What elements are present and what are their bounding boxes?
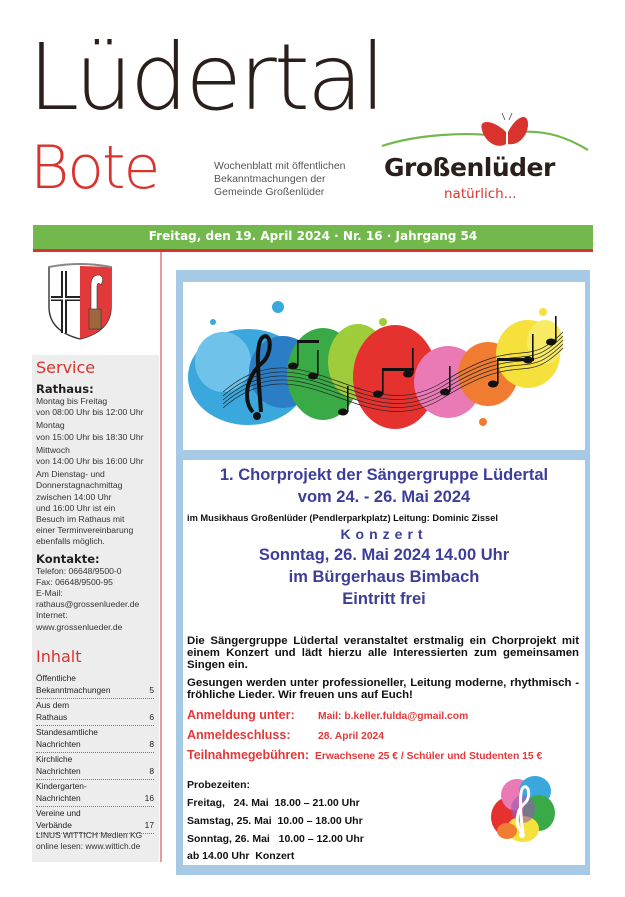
concert-venue: im Bürgerhaus Bimbach xyxy=(288,568,480,586)
service-heading: Service xyxy=(36,358,96,377)
note-line: Besuch im Rathaus mit xyxy=(36,514,125,525)
contact-web-label: Internet: xyxy=(36,610,68,621)
publisher-url[interactable]: online lesen: www.wittich.de xyxy=(36,840,141,851)
contents-item-page: 17 xyxy=(144,819,154,830)
contact-fax: Fax: 06648/9500-95 xyxy=(36,576,113,587)
note-line: zwischen 14:00 Uhr xyxy=(36,491,112,502)
hours-day: Montag bis Freitag xyxy=(36,396,108,406)
contact-email-label: E-Mail: xyxy=(36,588,63,599)
contents-heading: Inhalt xyxy=(36,647,82,666)
music-splash-image xyxy=(183,282,585,450)
flyer-paragraph: Die Sängergruppe Lüdertal veranstaltet erstmalig ein Chorprojekt mit einem Konzert und lädt hierzu alle Interessierten zum gemeinsamen Singen ein. xyxy=(187,635,579,671)
note-line: ebenfalls möglich. xyxy=(36,536,105,547)
contents-item-title: Vereine und xyxy=(36,808,81,818)
deadline-value: 28. April 2024 xyxy=(318,731,385,742)
fees-row xyxy=(187,747,542,765)
sidebar xyxy=(32,355,159,862)
flyer-headline: 1. Chorprojekt der Sängergruppe Lüdertal xyxy=(219,466,549,484)
note-line: einer Terminvereinbarung xyxy=(36,525,134,536)
hours-time: von 15:00 Uhr bis 18:30 Uhr xyxy=(36,431,144,442)
concert-heading: Konzert xyxy=(340,526,428,542)
masthead-title: Lüdertal xyxy=(28,24,383,131)
contents-item-page: 6 xyxy=(149,711,154,722)
contents-item-title: Bekanntmachungen xyxy=(36,684,111,695)
contents-item[interactable] xyxy=(36,726,154,753)
tagline-line: Bekanntmachungen der xyxy=(214,173,326,185)
contact-phone: Telefon: 06648/9500-0 xyxy=(36,565,122,576)
municipality-logo xyxy=(378,110,593,210)
publisher-name: LINUS WITTICH Medien KG xyxy=(36,830,143,840)
contact-web[interactable]: www.grossenlueder.de xyxy=(36,621,123,632)
column-divider xyxy=(160,252,162,862)
service-section xyxy=(32,382,159,633)
contents-item-title: Nachrichten xyxy=(36,738,81,749)
tagline-line: Gemeinde Großenlüder xyxy=(214,186,325,198)
tagline-line: Wochenblatt mit öffentlichen xyxy=(214,160,346,172)
contents-item[interactable] xyxy=(36,699,154,726)
flyer-dates: vom 24. - 26. Mai 2024 xyxy=(297,488,471,506)
rehearsal-item: ab 14.00 Uhr Konzert xyxy=(187,850,295,862)
logo-slogan: natürlich... xyxy=(444,186,517,202)
rehearsal-item: Freitag, 24. Mai 18.00 – 21.00 Uhr xyxy=(187,797,360,809)
rathaus-heading: Rathaus: xyxy=(36,382,94,396)
contents-item-title: Aus dem xyxy=(36,700,70,710)
hours-day: Mittwoch xyxy=(36,444,70,455)
contents-item-title: Nachrichten xyxy=(36,792,81,803)
note-line: Donnerstagnachmittag xyxy=(36,480,123,491)
hours-day: Montag xyxy=(36,420,65,431)
concert-date: Sonntag, 26. Mai 2024 14.00 Uhr xyxy=(258,546,510,564)
contents-item-title: Rathaus xyxy=(36,711,68,722)
concert-entry: Eintritt frei xyxy=(342,590,426,608)
rehearsal-item: Sonntag, 26. Mai 10.00 – 12.00 Uhr xyxy=(187,833,364,845)
contents-item-title: Kindergarten- xyxy=(36,781,87,791)
contents-item-page: 8 xyxy=(149,765,154,776)
treble-clef-splash-icon xyxy=(487,771,559,845)
contact-email[interactable]: rathaus@grossenlueder.de xyxy=(36,599,140,610)
issue-date-bar: Freitag, den 19. April 2024 · Nr. 16 · Jahrgang 54 xyxy=(33,225,593,252)
registration-label: Anmeldung unter: xyxy=(187,708,295,722)
deadline-row xyxy=(187,727,384,745)
flyer-paragraph: Gesungen werden unter professioneller, Leitung moderne, rhythmisch - fröhliche Lieder. Wir freuen uns auf Euch! xyxy=(187,677,579,701)
contents-item-page: 5 xyxy=(149,684,154,695)
masthead-tagline xyxy=(214,160,346,199)
contents-item-title: Öffentliche xyxy=(36,673,76,683)
note-line: Am Dienstag- und xyxy=(36,469,105,480)
contents-item-title: Standesamtliche xyxy=(36,727,98,737)
masthead-subtitle: Bote xyxy=(30,133,159,203)
contents-item-title: Verbände xyxy=(36,819,72,830)
fees-value: Erwachsene 25 € / Schüler und Studenten 15 € xyxy=(315,751,543,762)
rehearsal-item: Samstag, 25. Mai 10.00 – 18.00 Uhr xyxy=(187,815,363,827)
music-notes-splash-icon xyxy=(183,282,585,450)
contents-item[interactable] xyxy=(36,753,154,780)
hours-time: von 14:00 Uhr bis 16:00 Uhr xyxy=(36,456,144,467)
hours-time: von 08:00 Uhr bis 12:00 Uhr xyxy=(36,407,144,418)
contents-item-page: 8 xyxy=(149,738,154,749)
contents-list xyxy=(36,672,154,834)
contents-item-title: Nachrichten xyxy=(36,765,81,776)
event-flyer xyxy=(176,270,590,875)
fees-label: Teilnahmegebühren: xyxy=(187,748,310,762)
rehearsal-heading: Probezeiten: xyxy=(187,779,251,791)
flyer-location: im Musikhaus Großenlüder (Pendlerparkplatz) Leitung: Dominic Zissel xyxy=(187,513,498,523)
contents-item[interactable] xyxy=(36,672,154,699)
registration-email[interactable]: Mail: b.keller.fulda@gmail.com xyxy=(318,711,469,722)
registration-row xyxy=(187,707,468,725)
contents-item-title: Kirchliche xyxy=(36,754,73,764)
contents-item[interactable] xyxy=(36,780,154,807)
contacts-heading: Kontakte: xyxy=(36,551,100,566)
publisher-note xyxy=(36,830,142,851)
coat-of-arms-icon xyxy=(45,263,115,341)
note-line: und 16:00 Uhr ist ein xyxy=(36,502,116,513)
butterfly-hill-icon xyxy=(378,110,593,154)
deadline-label: Anmeldeschluss: xyxy=(187,728,291,742)
flyer-content xyxy=(183,460,585,865)
logo-name: Großenlüder xyxy=(384,153,555,182)
contents-item-page: 16 xyxy=(144,792,154,803)
